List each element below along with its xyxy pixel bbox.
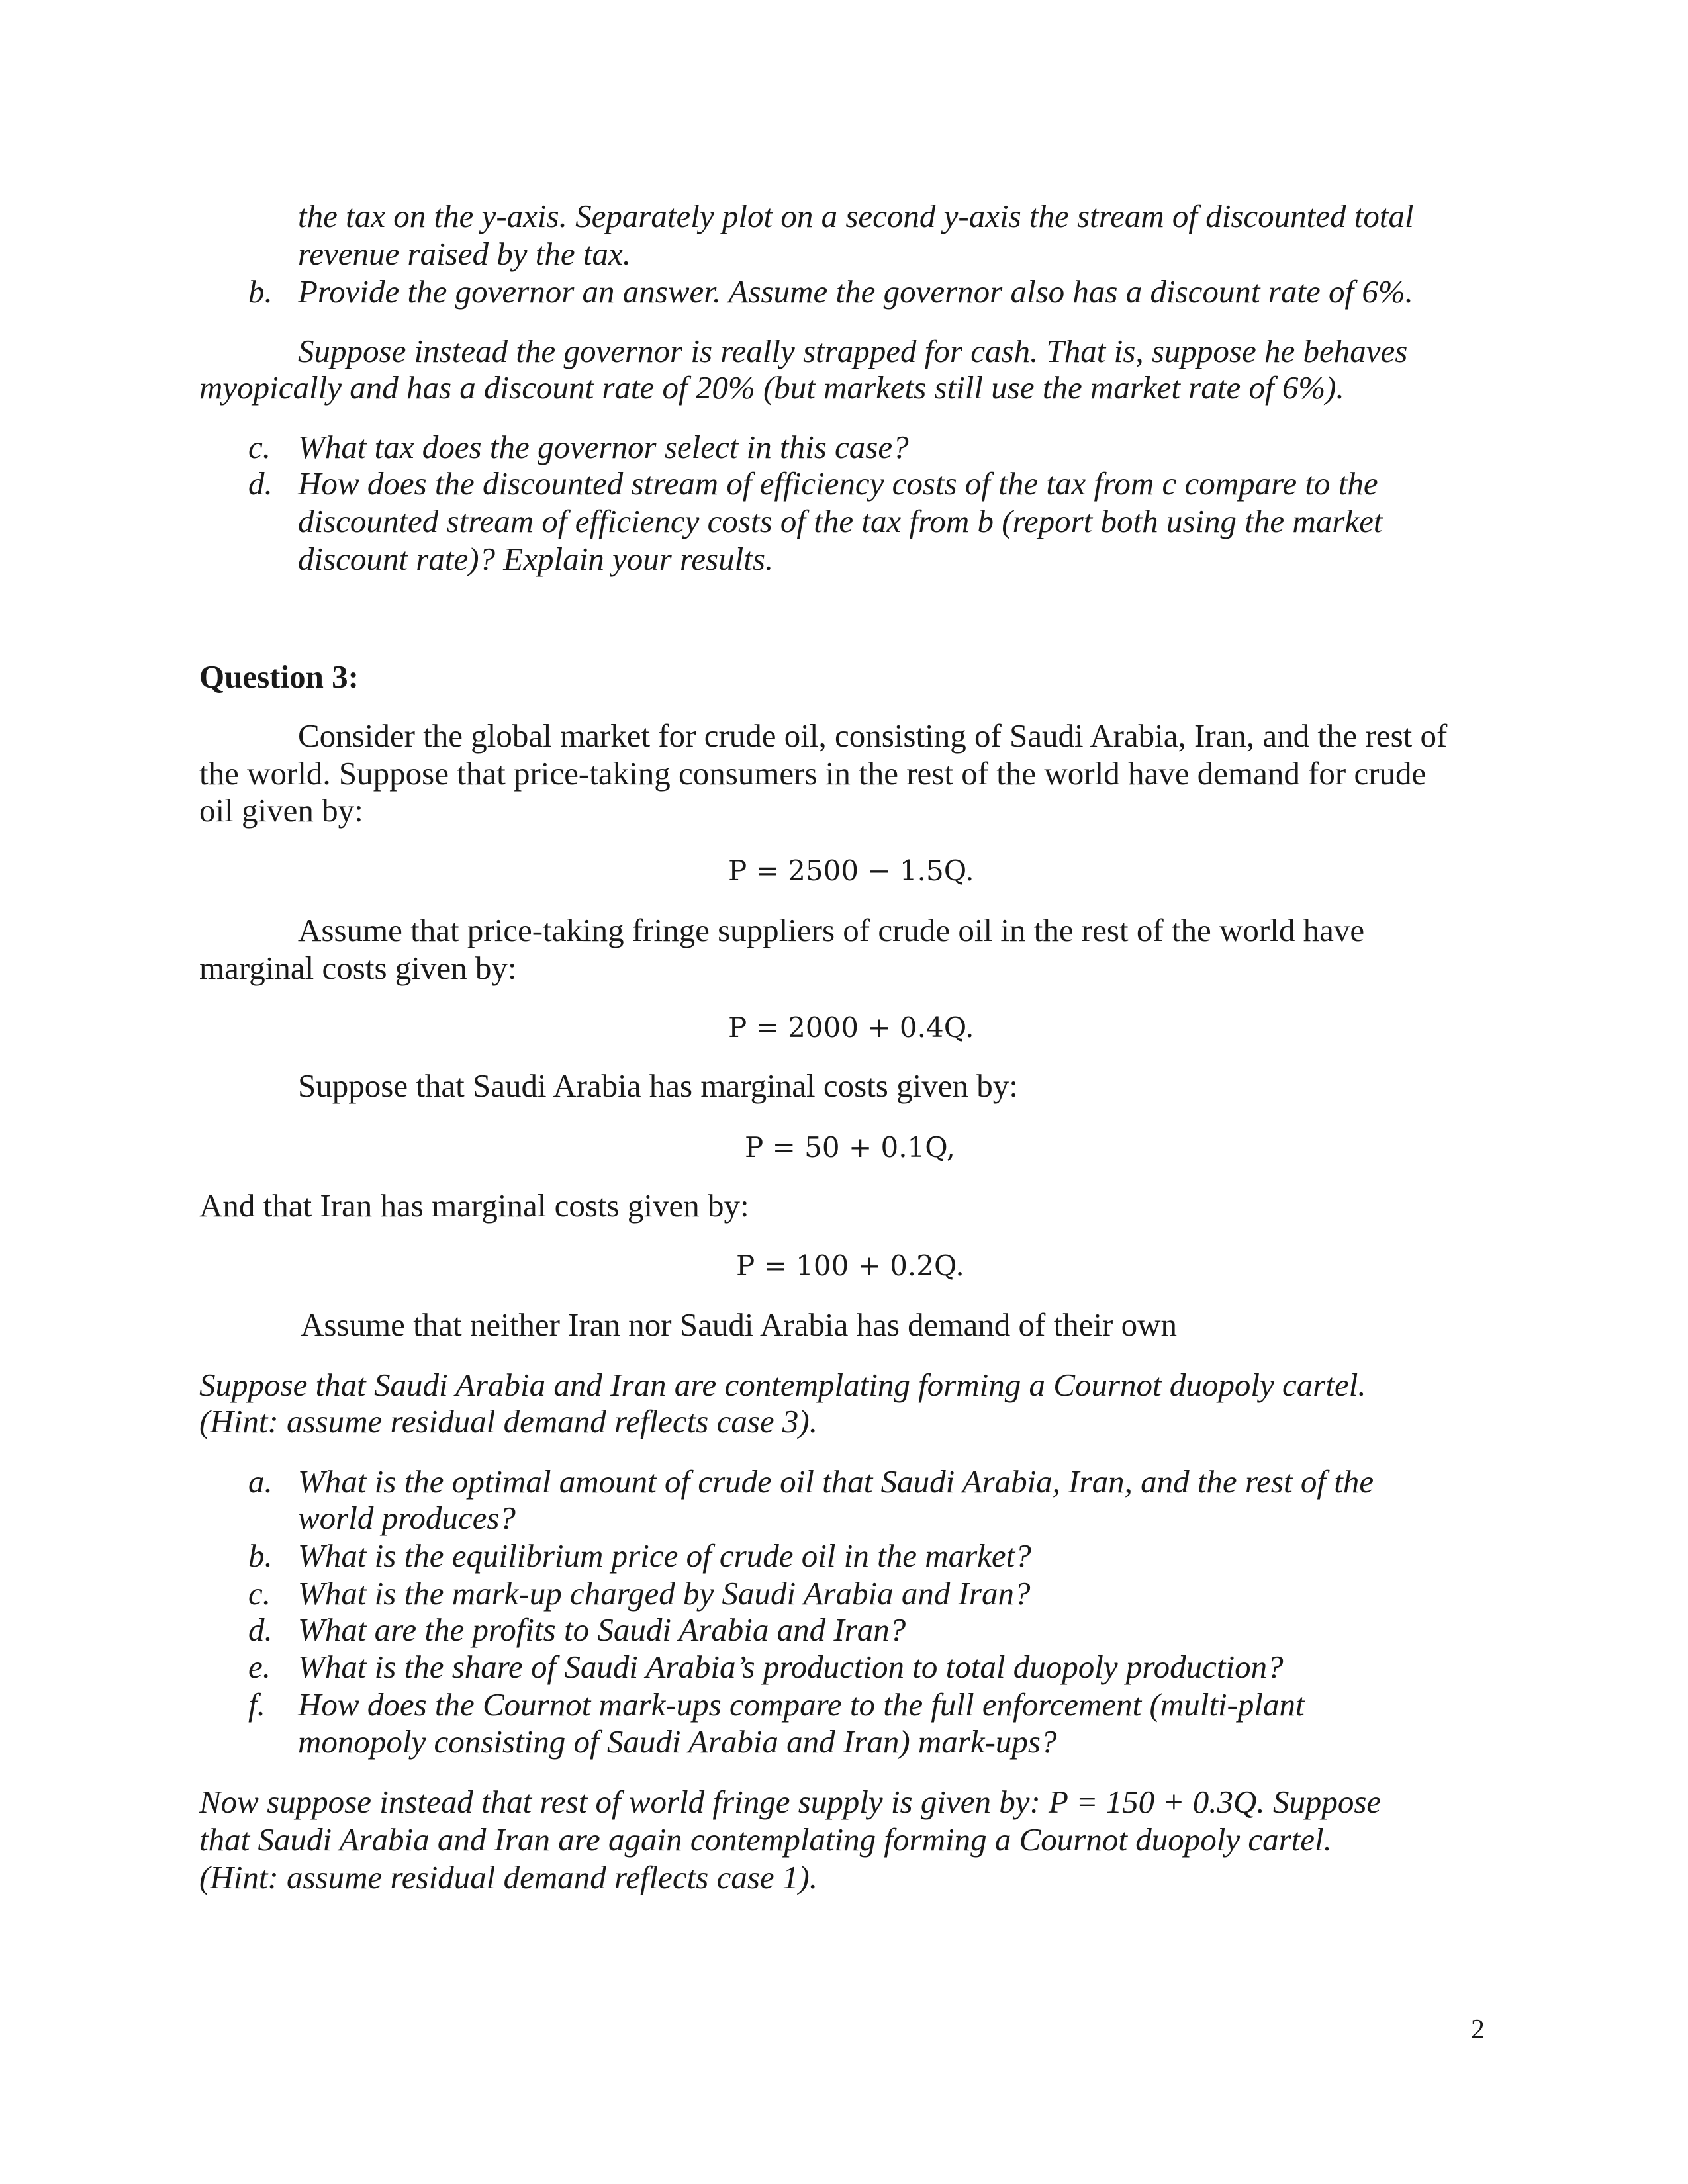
item-a-label: a. xyxy=(248,1463,273,1500)
item-c-label: c. xyxy=(248,1575,271,1612)
iran-equation: P = 100 + 0.2Q. xyxy=(736,1250,964,1282)
item-a-text: world produces? xyxy=(298,1500,516,1536)
intro-line: oil given by: xyxy=(199,792,363,829)
q2-d-text-line: discount rate)? Explain your results. xyxy=(298,541,774,577)
q2-d-text-line: How does the discounted stream of efficiency costs of the tax from c compare to the xyxy=(298,465,1378,502)
item-b-text: What is the equilibrium price of crude oil in the market? xyxy=(298,1537,1031,1574)
neither-line: Assume that neither Iran nor Saudi Arabia has demand of their own xyxy=(301,1306,1178,1343)
item-d-text: What are the profits to Saudi Arabia and Iran? xyxy=(298,1612,906,1648)
item-f-text: monopoly consisting of Saudi Arabia and Iran) mark-ups? xyxy=(298,1723,1057,1760)
cartel-line: (Hint: assume residual demand reflects case 3). xyxy=(199,1403,818,1439)
item-a-text: What is the optimal amount of crude oil that Saudi Arabia, Iran, and the rest of the xyxy=(298,1463,1374,1500)
item-f-text: How does the Cournot mark-ups compare to the full enforcement (multi-plant xyxy=(298,1686,1305,1723)
item-f-label: f. xyxy=(248,1686,265,1723)
now-suppose-line: (Hint: assume residual demand reflects case 1). xyxy=(199,1859,818,1895)
q2-b-label: b. xyxy=(248,273,273,310)
intro-line: the world. Suppose that price-taking consumers in the rest of the world have demand for crude xyxy=(199,755,1427,792)
item-c-text: What is the mark-up charged by Saudi Arabia and Iran? xyxy=(298,1575,1031,1612)
q2-d-text-line: discounted stream of efficiency costs of the tax from b (report both using the market xyxy=(298,503,1383,539)
saudi-line: Suppose that Saudi Arabia has marginal costs given by: xyxy=(298,1068,1018,1104)
q2-a-text-line: revenue raised by the tax. xyxy=(298,236,631,272)
question-3-heading: Question 3: xyxy=(199,659,359,695)
q2-suppose-line: Suppose instead the governor is really strapped for cash. That is, suppose he behaves xyxy=(298,333,1408,369)
q2-a-text-line: the tax on the y-axis. Separately plot on a second y-axis the stream of discounted total xyxy=(298,198,1414,234)
item-d-label: d. xyxy=(248,1612,273,1648)
fringe-line: marginal costs given by: xyxy=(199,950,517,986)
cartel-line: Suppose that Saudi Arabia and Iran are contemplating forming a Cournot duopoly cartel. xyxy=(199,1367,1366,1403)
item-e-label: e. xyxy=(248,1649,271,1685)
iran-line: And that Iran has marginal costs given by: xyxy=(199,1187,749,1224)
q2-c-text: What tax does the governor select in this case? xyxy=(298,429,909,465)
now-suppose-line: Now suppose instead that rest of world fringe supply is given by: P = 150 + 0.3Q. Suppose xyxy=(199,1784,1382,1820)
intro-line: Consider the global market for crude oil, consisting of Saudi Arabia, Iran, and the rest of xyxy=(298,717,1448,754)
q2-d-label: d. xyxy=(248,465,273,502)
fringe-equation: P = 2000 + 0.4Q. xyxy=(728,1011,974,1044)
item-e-text: What is the share of Saudi Arabia’s production to total duopoly production? xyxy=(298,1649,1284,1685)
item-b-label: b. xyxy=(248,1537,273,1574)
q2-suppose-line: myopically and has a discount rate of 20% (but markets still use the market rate of 6%). xyxy=(199,369,1344,406)
page-number: 2 xyxy=(1471,2015,1485,2045)
demand-equation: P = 2500 − 1.5Q. xyxy=(728,854,974,887)
saudi-equation: P = 50 + 0.1Q, xyxy=(745,1131,955,1163)
q2-c-label: c. xyxy=(248,429,271,465)
q2-b-text: Provide the governor an answer. Assume the governor also has a discount rate of 6%. xyxy=(298,273,1413,310)
fringe-line: Assume that price-taking fringe suppliers of crude oil in the rest of the world have xyxy=(298,912,1365,948)
now-suppose-line: that Saudi Arabia and Iran are again contemplating forming a Cournot duopoly cartel. xyxy=(199,1821,1332,1858)
